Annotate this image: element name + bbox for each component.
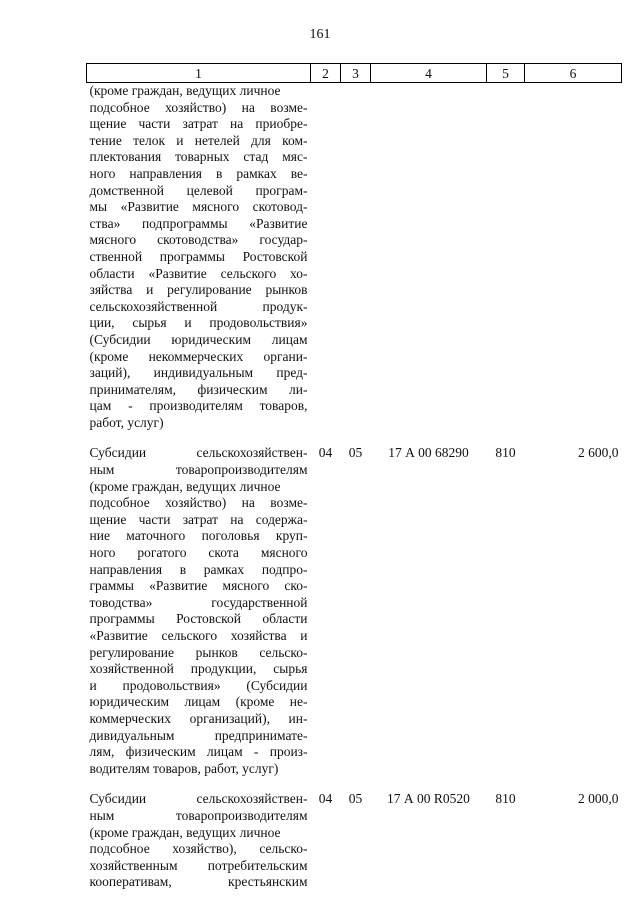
amount: 2 600,0 <box>578 445 619 461</box>
description-line: области «Развитие сельского хо- <box>89 265 308 281</box>
description-line: лям, физическим лицам - произ- <box>89 744 308 760</box>
section-code <box>311 83 341 432</box>
target-article-code: 17 А 00 R0520 <box>387 791 470 807</box>
description-line: дивидуальным предпринимате- <box>89 727 308 743</box>
description-line: (кроме граждан, ведущих личное <box>89 478 281 494</box>
description-line: домственной целевой програм- <box>89 182 308 198</box>
description-line: мы «Развитие мясного скотовод- <box>89 199 308 215</box>
table-row <box>87 83 622 432</box>
description-line: «Развитие сельского хозяйства и <box>89 628 308 643</box>
description-line: водителям товаров, работ, услуг) <box>89 760 279 776</box>
target-article-code <box>371 83 487 432</box>
column-header-4: 4 <box>371 64 487 83</box>
description-line: граммы «Развитие мясного ско- <box>89 578 308 594</box>
table-row <box>87 791 622 891</box>
expense-type-code <box>487 83 525 432</box>
description-line: тение телок и нетелей для ком- <box>89 132 308 148</box>
description-line: подсобное хозяйство) на возме- <box>89 99 308 115</box>
subsection-code: 05 <box>348 445 363 461</box>
expense-description <box>87 791 311 891</box>
column-header-3: 3 <box>341 64 371 83</box>
description-line: мясного скотоводства» государ- <box>89 232 308 248</box>
description-line: подсобное хозяйство), сельско- <box>89 841 308 857</box>
subsection-code <box>341 83 371 432</box>
expense-type-code: 810 <box>495 445 516 461</box>
description-line: ным товаропроизводителям <box>89 462 308 478</box>
column-header-6: 6 <box>525 64 622 83</box>
description-line: ственной программы Ростовской <box>89 248 308 264</box>
description-line: зяйства и регулирование рынков <box>89 282 308 298</box>
column-header-5: 5 <box>487 64 525 83</box>
expense-description <box>87 83 311 432</box>
table-row <box>87 445 622 777</box>
expense-description <box>87 445 311 777</box>
description-line: хозяйственным потребительским <box>89 857 308 873</box>
row-spacer <box>87 777 622 791</box>
column-header-2: 2 <box>311 64 341 83</box>
row-spacer-cell <box>87 777 622 791</box>
description-line: товодства» государственной <box>89 594 308 610</box>
description-line: ного рогатого скота мясного <box>89 545 308 561</box>
expense-type-code: 810 <box>495 791 516 807</box>
budget-table <box>86 63 622 891</box>
description-line: Субсидии сельскохозяйствен- <box>89 445 308 461</box>
description-line: юридическим лицам (кроме не- <box>89 694 308 710</box>
subsection-code: 05 <box>348 791 363 807</box>
description-line: плектования товарных стад мяс- <box>89 149 308 165</box>
description-line: регулирование рынков сельско- <box>89 644 308 660</box>
target-article-code: 17 А 00 68290 <box>388 445 469 461</box>
description-line: (кроме некоммерческих органи- <box>89 348 308 364</box>
description-line: ным товаропроизводителям <box>89 807 308 823</box>
description-line: щение части затрат на содержа- <box>89 511 308 527</box>
description-line: ции, сырья и продовольствия» <box>89 315 308 331</box>
row-spacer-cell <box>87 431 622 445</box>
description-line: программы Ростовской области <box>89 611 308 627</box>
description-line: (кроме граждан, ведущих личное <box>89 83 281 98</box>
description-line: принимателям, физическим ли- <box>89 381 308 397</box>
amount <box>525 83 622 432</box>
description-line: ства» подпрограммы «Развитие <box>89 215 308 231</box>
description-line: ние маточного поголовья круп- <box>89 528 308 544</box>
section-code: 04 <box>318 791 333 807</box>
column-header-1: 1 <box>87 64 311 83</box>
description-line: ного направления в рамках ве- <box>89 165 308 181</box>
description-line: коммерческих организаций), ин- <box>89 710 308 726</box>
page-number: 161 <box>309 27 331 42</box>
row-spacer <box>87 431 622 445</box>
header-row <box>87 64 622 83</box>
description-line: работ, услуг) <box>89 414 164 430</box>
description-line: и продовольствия» (Субсидии <box>89 677 308 693</box>
description-line: направления в рамках подпро- <box>89 561 308 577</box>
description-line: цам - производителям товаров, <box>89 398 308 414</box>
description-line: хозяйственной продукции, сырья <box>89 661 308 677</box>
description-line: заций), индивидуальным пред- <box>89 365 308 381</box>
description-line: кооперативам, крестьянским <box>89 874 308 890</box>
description-line: (кроме граждан, ведущих личное <box>89 824 281 840</box>
section-code: 04 <box>318 445 333 461</box>
description-line: щение части затрат на приобре- <box>89 116 308 132</box>
amount: 2 000,0 <box>578 791 619 807</box>
description-line: сельскохозяйственной продук- <box>89 298 308 314</box>
description-line: Субсидии сельскохозяйствен- <box>89 791 308 807</box>
description-line: подсобное хозяйство) на возме- <box>89 495 308 511</box>
description-line: (Субсидии юридическим лицам <box>89 331 308 347</box>
